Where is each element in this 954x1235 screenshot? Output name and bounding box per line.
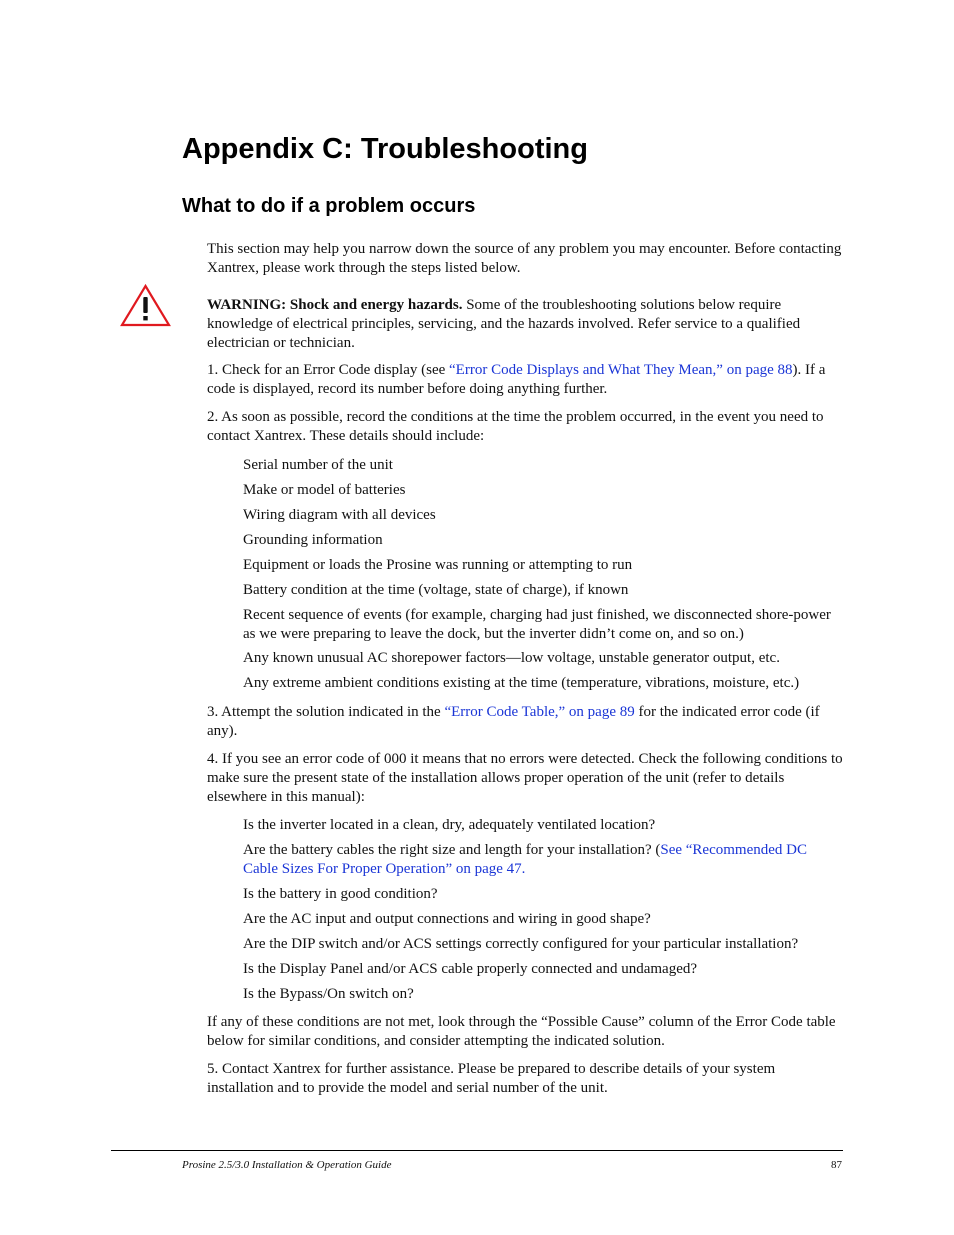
step-4: 4. If you see an error code of 000 it means that no errors were detected. Check the following conditions to make sure the present state of the installation allows proper operation of the unit (refer to details elsewhere in this manual): (207, 751, 843, 805)
conditions-paragraph: If any of these conditions are not met, look through the “Possible Cause” column of the Error Code table below for similar conditions, and consider attempting the indicated solution. (207, 1014, 836, 1049)
page-title: Appendix C: Troubleshooting (182, 133, 588, 165)
error-code-table-link[interactable]: “Error Code Table,” on page 89 (444, 704, 635, 720)
warning-text: Some of the troubleshooting solutions below require knowledge of electrical principles, servicing, and the hazards involved. Refer service to a qualified electrician or technician. (207, 297, 801, 351)
step-1 (207, 361, 843, 399)
step-3-text: 3. Attempt the solution indicated in the (207, 704, 445, 720)
cable-sizes-link[interactable]: See “Recommended DC Cable Sizes For Proper Operation” on page 47. (243, 842, 807, 877)
page-number: 87 (831, 1159, 842, 1171)
check-item-text: Are the battery cables the right size and length for your installation? ( (243, 842, 661, 858)
step-3 (207, 703, 843, 741)
intro-paragraph: This section may help you narrow down the source of any problem you may encounter. Before contacting Xantrex, please work through the steps listed below. (207, 241, 842, 276)
detail-item: Recent sequence of events (for example, charging had just finished, we disconnected shore-power as we were preparing to leave the dock, but the inverter didn’t come on, and so on.) (243, 607, 831, 642)
check-item: Is the Bypass/On switch on? (243, 986, 414, 1002)
detail-item: Serial number of the unit (243, 457, 393, 473)
step-3-text-end: for the indicated error code (if any). (207, 704, 820, 739)
check-item: Is the inverter located in a clean, dry, adequately ventilated location? (243, 817, 656, 833)
detail-item: Any known unusual AC shorepower factors—low voltage, unstable generator output, etc. (243, 650, 780, 666)
footer-guide-title: Prosine 2.5/3.0 Installation & Operation Guide (182, 1159, 392, 1171)
check-item (243, 841, 843, 879)
footer-rule (111, 1150, 843, 1151)
error-code-displays-link[interactable]: “Error Code Displays and What They Mean,” on page 88 (449, 362, 793, 378)
detail-item: Any extreme ambient conditions existing at the time (temperature, vibrations, moisture, etc.) (243, 675, 800, 691)
step-2: 2. As soon as possible, record the conditions at the time the problem occurred, in the event you need to contact Xantrex. These details should include: (207, 409, 824, 444)
step-5: 5. Contact Xantrex for further assistance. Please be prepared to describe details of your system installation and to provide the model and serial number of the unit. (207, 1061, 776, 1096)
step-1-text: 1. Check for an Error Code display (see (207, 362, 450, 378)
detail-item: Battery condition at the time (voltage, state of charge), if known (243, 582, 629, 598)
check-item: Are the DIP switch and/or ACS settings correctly configured for your particular installation? (243, 936, 799, 952)
detail-item: Equipment or loads the Prosine was running or attempting to run (243, 557, 633, 573)
check-item: Is the Display Panel and/or ACS cable properly connected and undamaged? (243, 961, 698, 977)
detail-item: Grounding information (243, 532, 383, 548)
check-item: Are the AC input and output connections and wiring in good shape? (243, 911, 651, 927)
check-item: Is the battery in good condition? (243, 886, 438, 902)
section-heading: What to do if a problem occurs (182, 195, 476, 217)
warning-paragraph (207, 296, 843, 353)
detail-item: Make or model of batteries (243, 482, 406, 498)
detail-item: Wiring diagram with all devices (243, 507, 436, 523)
warning-label: WARNING: Shock and energy hazards. (207, 297, 463, 313)
warning-triangle-icon (119, 283, 172, 328)
step-1-text-end: ). If a code is displayed, record its number before doing anything further. (207, 362, 826, 397)
